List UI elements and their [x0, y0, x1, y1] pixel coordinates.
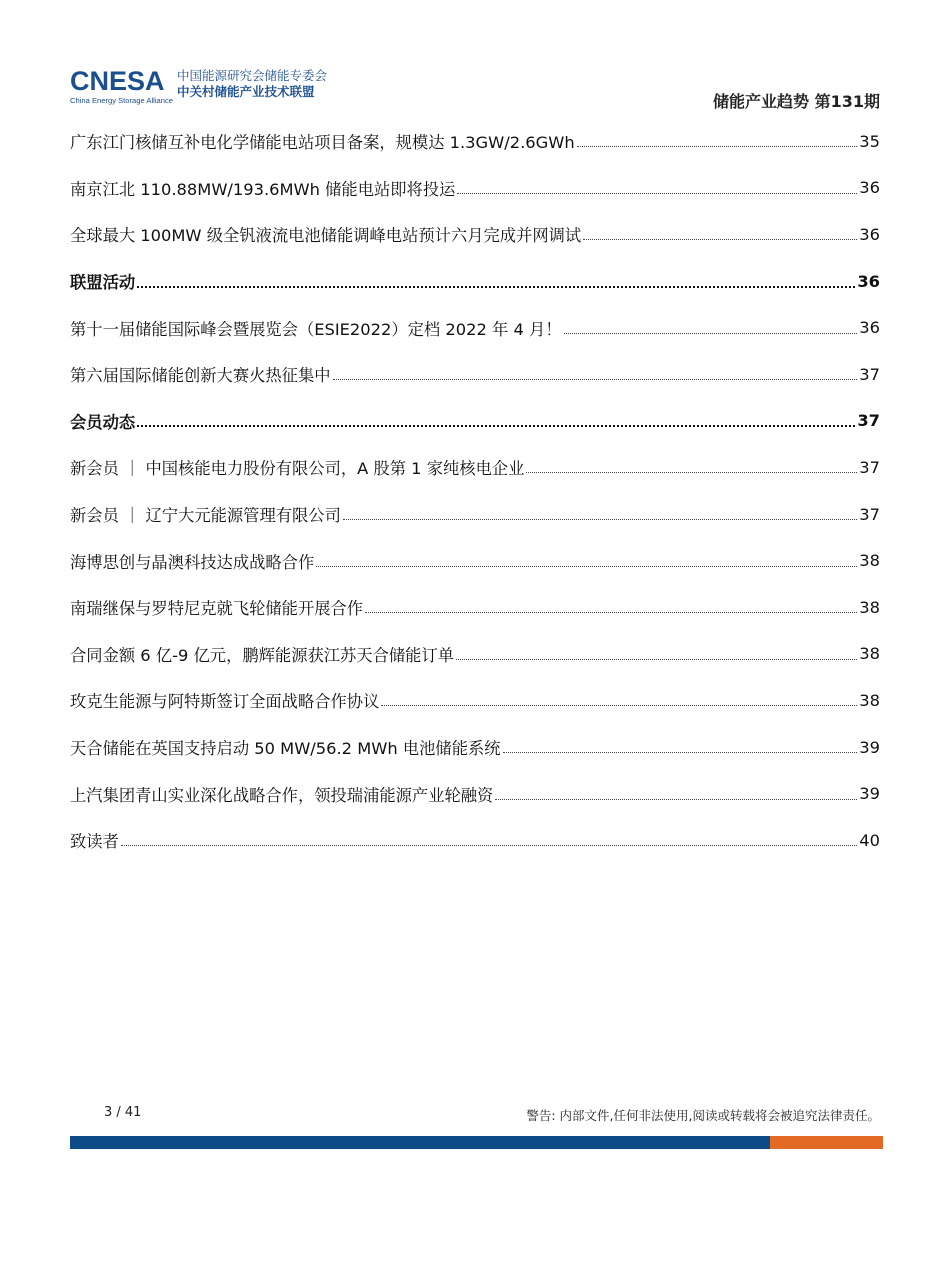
- cnesa-logo: [70, 68, 327, 108]
- toc-entry[interactable]: [70, 631, 880, 678]
- toc-page-number: 38: [859, 551, 880, 571]
- toc-entry-title: 联盟活动: [70, 273, 136, 293]
- logo-org-name-1: 中国能源研究会储能专委会: [177, 68, 328, 83]
- toc-page-number: 38: [859, 597, 880, 617]
- toc-entry-title: 致读者: [70, 832, 119, 852]
- toc-entry-title: 海博思创与晶澳科技达成战略合作: [70, 552, 315, 572]
- toc-page-number: 37: [859, 504, 880, 524]
- toc-entry[interactable]: [70, 165, 880, 212]
- toc-entry[interactable]: [70, 724, 880, 771]
- toc-dot-leader: [495, 798, 857, 800]
- toc-page-number: 35: [859, 131, 880, 151]
- logo-wordmark: CNESA: [70, 66, 165, 96]
- page-number: 3 / 41: [104, 1105, 142, 1120]
- toc-page-number: 38: [859, 690, 880, 710]
- toc-dot-leader: [137, 285, 855, 288]
- toc-dot-leader: [333, 378, 858, 380]
- toc-dot-leader: [381, 704, 857, 706]
- toc-entry-title: 玫克生能源与阿特斯签订全面战略合作协议: [70, 692, 380, 712]
- toc-entry[interactable]: [70, 118, 880, 165]
- footer-bar-orange: [770, 1136, 883, 1149]
- toc-entry[interactable]: [70, 584, 880, 631]
- toc-entry-title: 第六届国际储能创新大赛火热征集中: [70, 366, 331, 386]
- toc-entry-title: 合同金额 6 亿-9 亿元，鹏辉能源获江苏天合储能订单: [70, 645, 455, 665]
- toc-entry-title: 广东江门核储互补电化学储能电站项目备案，规模达 1.3GW/2.6GWh: [70, 133, 575, 153]
- toc-dot-leader: [121, 844, 857, 846]
- toc-page-number: 40: [859, 830, 880, 850]
- toc-page-number: 38: [859, 644, 880, 664]
- toc-page-number: 37: [859, 364, 880, 384]
- toc-section-heading[interactable]: [70, 398, 880, 445]
- toc-dot-leader: [137, 424, 855, 427]
- toc-page-number: 36: [859, 224, 880, 244]
- toc-page-number: 37: [857, 411, 880, 431]
- confidentiality-warning: 警告: 内部文件,任何非法使用,阅读或转载将会被追究法律责任。: [526, 1108, 880, 1123]
- toc-dot-leader: [457, 192, 857, 194]
- toc-dot-leader: [456, 658, 857, 660]
- table-of-contents: [70, 118, 880, 864]
- toc-entry-title: 新会员 ｜ 中国核能电力股份有限公司，A 股第 1 家纯核电企业: [70, 459, 525, 479]
- toc-entry[interactable]: [70, 491, 880, 538]
- toc-entry-title: 全球最大 100MW 级全钒液流电池储能调峰电站预计六月完成并网调试: [70, 226, 582, 246]
- toc-entry-title: 第十一届储能国际峰会暨展览会（ESIE2022）定档 2022 年 4 月！: [70, 319, 562, 339]
- toc-page-number: 39: [859, 737, 880, 757]
- toc-dot-leader: [577, 145, 858, 147]
- toc-page-number: 37: [859, 457, 880, 477]
- footer-color-bar: [70, 1136, 883, 1149]
- toc-entry-title: 南瑞继保与罗特尼克就飞轮储能开展合作: [70, 599, 364, 619]
- toc-entry[interactable]: [70, 770, 880, 817]
- toc-section-heading[interactable]: [70, 258, 880, 305]
- toc-dot-leader: [343, 518, 857, 520]
- toc-entry[interactable]: [70, 351, 880, 398]
- logo-org-name-2: 中关村储能产业技术联盟: [177, 84, 315, 99]
- toc-page-number: 36: [857, 271, 880, 291]
- toc-dot-leader: [316, 565, 857, 567]
- issue-title: 储能产业趋势 第131期: [713, 92, 880, 111]
- toc-entry[interactable]: [70, 677, 880, 724]
- toc-entry[interactable]: [70, 444, 880, 491]
- toc-dot-leader: [526, 471, 857, 473]
- toc-entry-title: 南京江北 110.88MW/193.6MWh 储能电站即将投运: [70, 179, 456, 199]
- footer-bar-blue: [70, 1136, 770, 1149]
- toc-entry-title: 新会员 ｜ 辽宁大元能源管理有限公司: [70, 506, 341, 526]
- logo-english-name: China Energy Storage Alliance: [70, 96, 174, 105]
- toc-page-number: 36: [859, 178, 880, 198]
- toc-entry[interactable]: [70, 211, 880, 258]
- toc-page-number: 39: [859, 784, 880, 804]
- toc-page-number: 36: [859, 318, 880, 338]
- toc-dot-leader: [564, 332, 858, 334]
- toc-entry[interactable]: [70, 817, 880, 864]
- toc-entry[interactable]: [70, 304, 880, 351]
- toc-dot-leader: [365, 611, 857, 613]
- toc-dot-leader: [503, 751, 858, 753]
- toc-entry-title: 上汽集团青山实业深化战略合作，领投瑞浦能源产业轮融资: [70, 785, 494, 805]
- toc-entry[interactable]: [70, 537, 880, 584]
- toc-dot-leader: [583, 238, 857, 240]
- toc-entry-title: 天合储能在英国支持启动 50 MW/56.2 MWh 电池储能系统: [70, 739, 501, 759]
- toc-entry-title: 会员动态: [70, 412, 136, 432]
